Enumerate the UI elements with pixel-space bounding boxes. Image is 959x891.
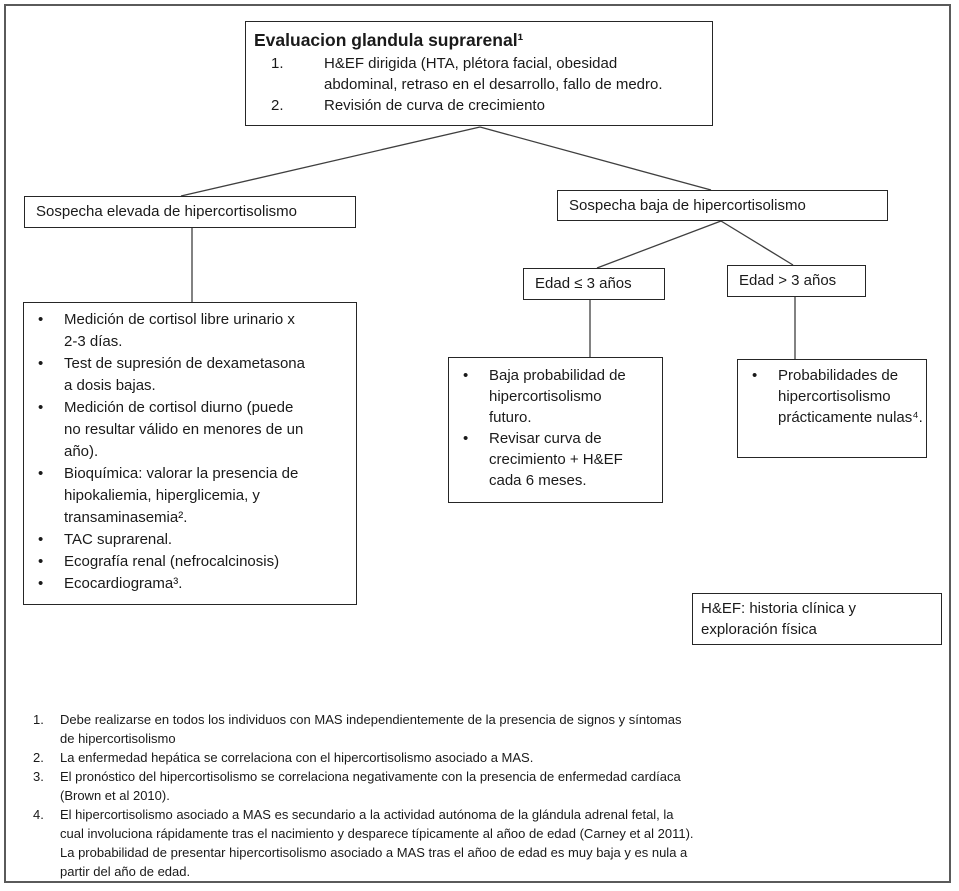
list-item bbox=[24, 573, 356, 595]
list-item-text: Bioquímica: valorar la presencia de hipokaliemia, hiperglicemia, y transaminasemia². bbox=[64, 465, 299, 526]
footnotes bbox=[33, 710, 695, 881]
footnote-item bbox=[33, 710, 695, 748]
branch-box-age-le-3 bbox=[523, 268, 665, 300]
list-item bbox=[449, 428, 662, 491]
bullet-icon: • bbox=[38, 311, 44, 328]
legend-box bbox=[692, 593, 942, 645]
age-le-3-outcome-box bbox=[448, 357, 663, 503]
workup-box bbox=[23, 302, 357, 605]
item-text: Revisión de curva de crecimiento bbox=[324, 97, 545, 114]
branch-box-high-suspicion bbox=[24, 196, 356, 228]
connector-title-to-high-suspicion bbox=[181, 127, 480, 196]
list-item-text: Ecografía renal (nefrocalcinosis) bbox=[64, 553, 280, 570]
item-number: 1. bbox=[271, 55, 284, 72]
footnote-number: 1. bbox=[33, 712, 44, 727]
list-item-text: Probabilidades de hipercortisolismo prácticamente nulas⁴. bbox=[778, 367, 923, 426]
bullet-icon: • bbox=[38, 465, 44, 482]
bullet-icon: • bbox=[463, 430, 469, 447]
bullet-icon: • bbox=[463, 367, 469, 384]
legend-text: H&EF: historia clínica y exploración física bbox=[701, 600, 857, 638]
title-numbered-item bbox=[246, 53, 712, 95]
list-item-text: Revisar curva de crecimiento + H&EF cada 6 meses. bbox=[489, 430, 623, 489]
footnote-text: Debe realizarse en todos los individuos con MAS independientemente de la presencia de signos y síntomas de hipercortisolismo bbox=[60, 712, 682, 746]
footnote-item bbox=[33, 805, 695, 881]
list-item-text: Baja probabilidad de hipercortisolismo futuro. bbox=[489, 367, 626, 426]
footnote-text: El hipercortisolismo asociado a MAS es secundario a la actividad autónoma de la glándula adrenal fetal, la cual involuciona rápidamente tras el nacimiento y desparece típicamente al añoo de edad (Carney et al 2011). La probabilidad de presentar hipercortisolismo asociado a MAS tras el añoo de edad es muy baja y es nula a partir del año de edad. bbox=[60, 807, 694, 879]
bullet-icon: • bbox=[38, 531, 44, 548]
list-item bbox=[24, 529, 356, 551]
title-box bbox=[245, 21, 713, 126]
list-item bbox=[24, 353, 356, 397]
footnote-text: La enfermedad hepática se correlaciona con el hipercortisolismo asociado a MAS. bbox=[60, 750, 534, 765]
list-item-text: Ecocardiograma³. bbox=[64, 575, 183, 592]
branch-box-low-suspicion bbox=[557, 190, 888, 221]
bullet-icon: • bbox=[38, 355, 44, 372]
title-numbered-item bbox=[246, 95, 712, 116]
footnote-number: 2. bbox=[33, 750, 44, 765]
item-number: 2. bbox=[271, 97, 284, 114]
connector-low-suspicion-to-age-le3 bbox=[597, 221, 721, 268]
list-item-text: Test de supresión de dexametasona a dosis bajas. bbox=[64, 355, 305, 394]
bullet-icon: • bbox=[752, 367, 758, 384]
footnote-item bbox=[33, 767, 695, 805]
footnote-text: El pronóstico del hipercortisolismo se correlaciona negativamente con la presencia de enfermedad cardíaca (Brown et al 2010). bbox=[60, 769, 681, 803]
branch-label: Edad > 3 años bbox=[739, 272, 837, 289]
branch-box-age-gt-3 bbox=[727, 265, 866, 297]
bullet-icon: • bbox=[38, 575, 44, 592]
list-item bbox=[449, 365, 662, 428]
branch-label: Sospecha elevada de hipercortisolismo bbox=[36, 203, 297, 220]
item-text: H&EF dirigida (HTA, plétora facial, obesidad abdominal, retraso en el desarrollo, fallo de medro. bbox=[324, 55, 663, 93]
list-item-text: TAC suprarenal. bbox=[64, 531, 173, 548]
list-item bbox=[24, 309, 356, 353]
footnote-item bbox=[33, 748, 695, 767]
footnote-number: 3. bbox=[33, 769, 44, 784]
branch-label: Sospecha baja de hipercortisolismo bbox=[569, 196, 806, 214]
list-item-text: Medición de cortisol libre urinario x 2-3 días. bbox=[64, 311, 295, 350]
bullet-icon: • bbox=[38, 399, 44, 416]
page-title: Evaluacion glandula suprarenal¹ bbox=[254, 30, 524, 50]
footnote-number: 4. bbox=[33, 807, 44, 822]
list-item bbox=[24, 397, 356, 463]
age-gt-3-outcome-box bbox=[737, 359, 927, 458]
connector-title-to-low-suspicion bbox=[480, 127, 711, 190]
list-item bbox=[24, 551, 356, 573]
list-item-text: Medición de cortisol diurno (puede no resultar válido en menores de un año). bbox=[64, 399, 304, 460]
list-item bbox=[24, 463, 356, 529]
bullet-icon: • bbox=[38, 553, 44, 570]
list-item bbox=[738, 365, 926, 428]
connector-low-suspicion-to-age-gt3 bbox=[721, 221, 793, 265]
branch-label: Edad ≤ 3 años bbox=[535, 275, 632, 292]
